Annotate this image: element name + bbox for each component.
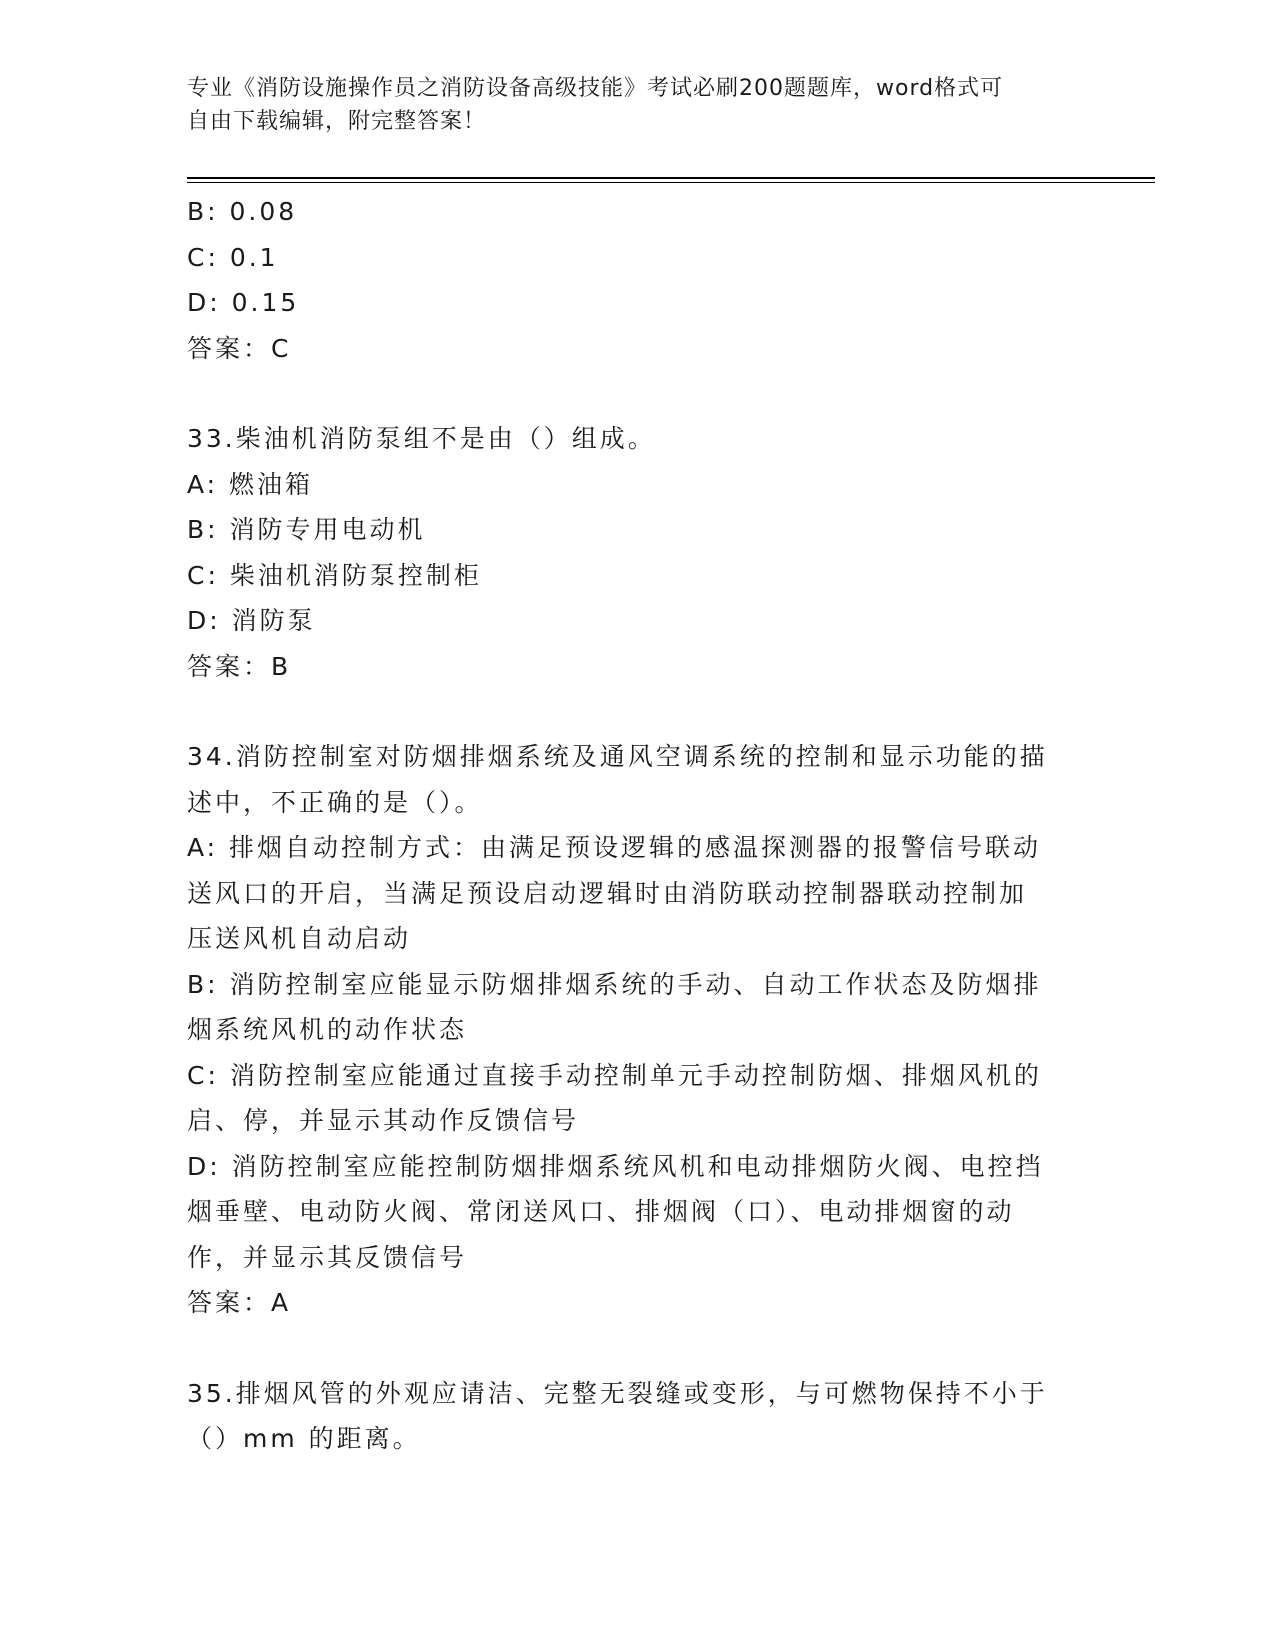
- option-a-line-2: 送风口的开启，当满足预设启动逻辑时由消防联动控制器联动控制加: [187, 878, 1028, 908]
- answer: 答案：B: [187, 651, 292, 681]
- header-divider-thick: [187, 177, 1155, 179]
- option-c-line-1: C: 消防控制室应能通过直接手动控制单元手动控制防烟、排烟风机的: [187, 1060, 1042, 1090]
- question-34: [187, 734, 1072, 1326]
- question-text-line-2: 述中，不正确的是（）。: [187, 787, 483, 817]
- option-d: D: 消防泵: [187, 606, 316, 635]
- question-32-tail: [187, 189, 1072, 371]
- header-title-line-1: 专业《消防设施操作员之消防设备高级技能》考试必刷200题题库，word格式可: [187, 76, 1004, 101]
- option-b: B: 0.08: [187, 197, 298, 226]
- header-divider-thin: [187, 182, 1155, 183]
- option-b: B: 消防专用电动机: [187, 515, 426, 544]
- spacer: [187, 1326, 1072, 1371]
- option-a-line-3: 压送风机自动启动: [187, 924, 412, 953]
- question-35: [187, 1371, 1072, 1462]
- option-b-line-1: B: 消防控制室应能显示防烟排烟系统的手动、自动工作状态及防烟排: [187, 969, 1042, 999]
- question-text-line-1: 34.消防控制室对防烟排烟系统及通风空调系统的控制和显示功能的描: [187, 742, 1048, 771]
- option-d-line-2: 烟垂壁、电动防火阀、常闭送风口、排烟阀（口）、电动排烟窗的动: [187, 1197, 1015, 1226]
- option-c: C: 柴油机消防泵控制柜: [187, 560, 482, 590]
- spacer: [187, 371, 1072, 416]
- option-d-line-1: D: 消防控制室应能控制防烟排烟系统风机和电动排烟防火阀、电控挡: [187, 1151, 1044, 1181]
- spacer: [187, 689, 1072, 734]
- question-33: [187, 416, 1072, 689]
- option-c-line-2: 启、停，并显示其动作反馈信号: [187, 1106, 580, 1135]
- question-text-line-2: （）mm 的距离。: [187, 1424, 421, 1453]
- header-title-line-2: 自由下载编辑，附完整答案！: [187, 109, 487, 134]
- option-b-line-2: 烟系统风机的动作状态: [187, 1015, 468, 1044]
- option-d: D: 0.15: [187, 288, 300, 317]
- answer: 答案：A: [187, 1288, 292, 1317]
- question-text-line-1: 35.排烟风管的外观应请洁、完整无裂缝或变形，与可燃物保持不小于: [187, 1378, 1048, 1408]
- option-a-line-1: A: 排烟自动控制方式：由满足预设逻辑的感温探测器的报警信号联动: [187, 833, 1042, 862]
- document-body: [187, 189, 1072, 1462]
- question-text: 33.柴油机消防泵组不是由（）组成。: [187, 424, 656, 453]
- answer: 答案：C: [187, 333, 292, 363]
- option-a: A: 燃油箱: [187, 469, 314, 499]
- option-c: C: 0.1: [187, 242, 279, 272]
- document-header: [187, 72, 1067, 138]
- option-d-line-3: 作，并显示其反馈信号: [187, 1242, 468, 1272]
